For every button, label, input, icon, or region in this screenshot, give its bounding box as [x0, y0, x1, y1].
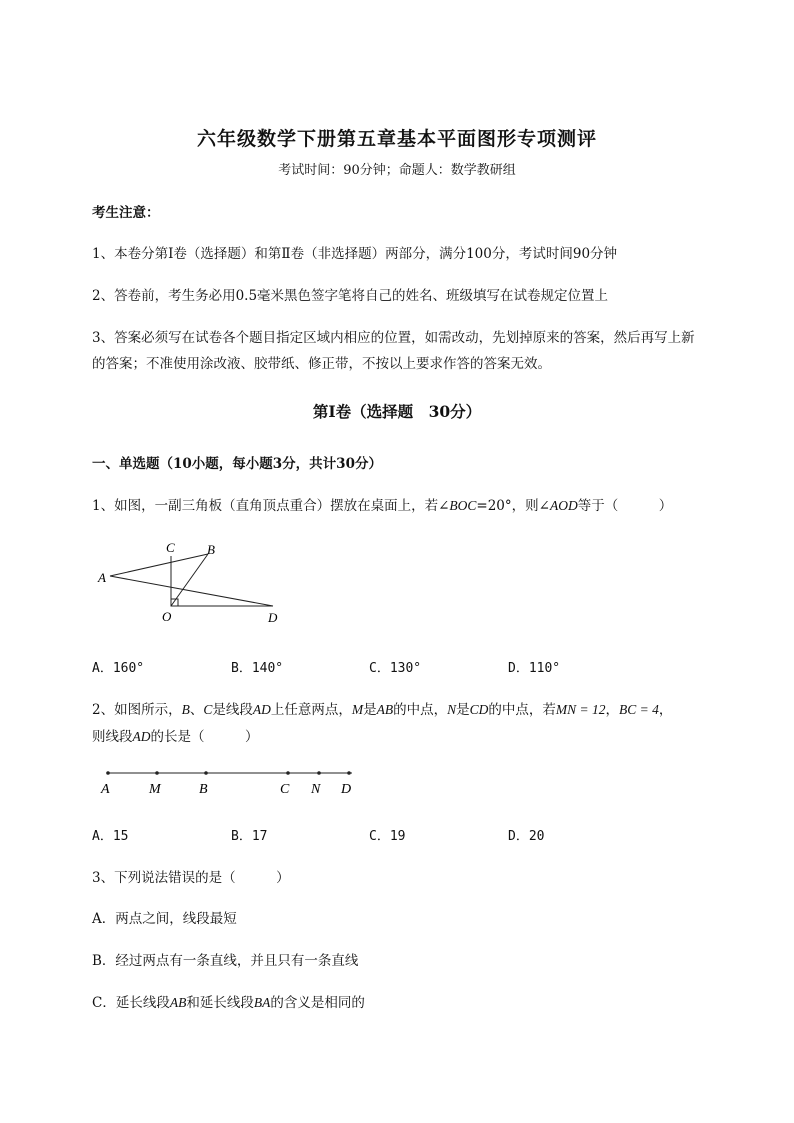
- notice-heading: 考生注意：: [92, 205, 160, 221]
- point-label-c: C: [166, 540, 175, 555]
- question-2-option-a[interactable]: A．15: [92, 829, 129, 844]
- point-label-b: B: [207, 542, 215, 557]
- point-label-b: B: [199, 782, 208, 797]
- question-1-option-b[interactable]: B．140°: [231, 661, 284, 676]
- notice-item-3: 3、答案必须写在试卷各个题目指定区域内相应的位置，如需改动，先划掉原来的答案，然后再写上新: [92, 330, 695, 346]
- question-3-stem: 3、下列说法错误的是（ ）: [92, 870, 290, 886]
- point-label-a: A: [98, 570, 106, 585]
- notice-item-3-continued: 的答案；不准使用涂改液、胶带纸、修正带，不按以上要求作答的答案无效。: [92, 356, 551, 372]
- question-2-stem: 2、如图所示，B、C是线段AD上任意两点，M是AB的中点，N是CD的中点，若MN = 12，BC = 4，: [92, 702, 673, 718]
- point-label-d: D: [341, 782, 352, 797]
- question-3-option-c[interactable]: C．延长线段AB和延长线段BA的含义是相同的: [92, 995, 365, 1011]
- point-label-m: M: [149, 782, 161, 797]
- point-label-o: O: [162, 609, 172, 624]
- section-title: 第I卷（选择题 30分）: [312, 402, 482, 421]
- point-label-a: A: [101, 782, 110, 797]
- question-2-option-b[interactable]: B．17: [231, 829, 268, 844]
- question-1-option-a[interactable]: A．160°: [92, 661, 145, 676]
- question-3-option-b[interactable]: B．经过两点有一条直线，并且只有一条直线: [92, 953, 359, 969]
- point-label-d: D: [268, 610, 278, 625]
- page-title: 六年级数学下册第五章基本平面图形专项测评: [196, 128, 597, 150]
- part-heading: 一、单选题（10小题，每小题3分，共计30分）: [92, 456, 382, 472]
- point-label-c: C: [280, 782, 290, 797]
- question-1-option-d[interactable]: D．110°: [508, 661, 561, 676]
- exam-info: 考试时间：90分钟；命题人：数学教研组: [278, 163, 516, 178]
- question-1-stem: 1、如图，一副三角板（直角顶点重合）摆放在桌面上，若∠BOC=20°，则∠AOD等于（ ）: [92, 498, 673, 514]
- question-2-option-c[interactable]: C．19: [369, 829, 406, 844]
- question-2-stem-line-2: 则线段AD的长是（ ）: [92, 729, 259, 745]
- question-3-option-a[interactable]: A．两点之间，线段最短: [92, 911, 237, 927]
- notice-item-1: 1、本卷分第I卷（选择题）和第Ⅱ卷（非选择题）两部分，满分100分，考试时间90分钟: [92, 246, 618, 262]
- segment-figure: [98, 762, 360, 798]
- triangle-figure: [90, 538, 300, 630]
- question-2-option-d[interactable]: D．20: [508, 829, 545, 844]
- point-label-n: N: [311, 782, 321, 797]
- question-1-option-c[interactable]: C．130°: [369, 661, 422, 676]
- notice-item-2: 2、答卷前，考生务必用0.5毫米黑色签字笔将自己的姓名、班级填写在试卷规定位置上: [92, 288, 609, 304]
